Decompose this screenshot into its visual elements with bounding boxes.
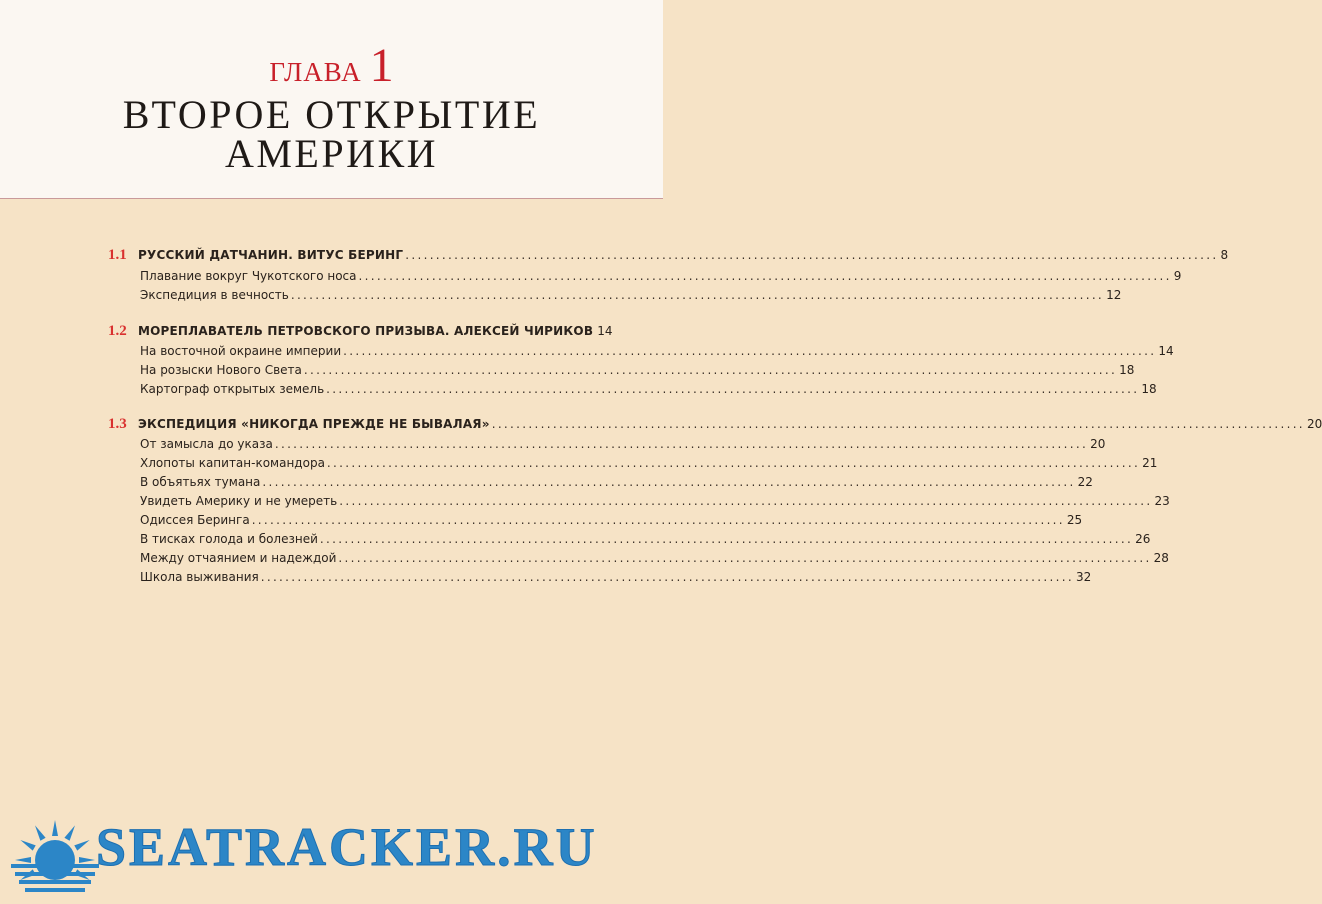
toc-leader-dots: ..................................................................................................................................... <box>262 475 1076 489</box>
toc-item-title: В тисках голода и болезней <box>140 532 318 546</box>
toc-section-1-1[interactable] <box>0 245 1229 265</box>
toc-page-number: 18 <box>1119 363 1135 377</box>
toc-item[interactable] <box>0 548 1169 568</box>
toc-item[interactable] <box>0 379 1157 399</box>
toc-item[interactable] <box>0 341 1174 361</box>
toc-section-1-3[interactable] <box>0 414 1322 434</box>
toc-item-title: На восточной окраине империи <box>140 344 342 358</box>
toc-page-number: 21 <box>1142 456 1158 470</box>
toc-item-title: Картограф открытых земель <box>140 382 325 396</box>
toc-page-number: 25 <box>1066 513 1083 527</box>
toc-leader-dots: ..................................................................................................................................... <box>358 269 1172 283</box>
toc-leader-dots: ..................................................................................................................................... <box>290 288 1105 302</box>
toc-leader-dots: ..................................................................................................................................... <box>326 456 1141 470</box>
toc-item-title: Между отчаянием и надеждой <box>140 551 337 565</box>
chapter-number: 1 <box>369 39 394 92</box>
toc-section-1-2[interactable] <box>0 321 663 341</box>
toc-page-number: 20 <box>1306 417 1322 431</box>
toc-item[interactable] <box>0 266 1182 286</box>
chapter-title-line-2: АМЕРИКИ <box>224 131 439 176</box>
toc-page-number: 9 <box>1173 269 1182 283</box>
toc-leader-dots: ..................................................................................................................................... <box>343 344 1157 358</box>
chapter-label <box>0 39 663 92</box>
toc-page-number: 32 <box>1075 570 1092 584</box>
toc-leader-dots: ..................................................................................................................................... <box>338 551 1152 565</box>
toc-item[interactable] <box>0 360 1135 380</box>
toc-item-title: Плавание вокруг Чукотского носа <box>140 269 357 283</box>
toc-leader-dots: ..................................................................................................................................... <box>491 417 1305 431</box>
toc-page-number: 26 <box>1135 532 1151 546</box>
toc-item-title: Увидеть Америку и не умереть <box>140 494 338 508</box>
toc-item-title: От замысла до указа <box>140 437 273 451</box>
toc-item-title: Хлопоты капитан-командора <box>140 456 325 470</box>
toc-section-title: ЭКСПЕДИЦИЯ «НИКОГДА ПРЕЖДЕ НЕ БЫВАЛАЯ» <box>138 417 490 431</box>
toc-page-number: 8 <box>1220 248 1229 262</box>
toc-item-title: Экспедиция в вечность <box>140 288 289 302</box>
toc-page-number: 18 <box>1141 382 1157 396</box>
toc-page-number: 12 <box>1106 288 1122 302</box>
toc-leader-dots: ..................................................................................................................................... <box>251 513 1065 527</box>
toc-leader-dots: ..................................................................................................................................... <box>319 532 1134 546</box>
toc-item-title: На розыски Нового Света <box>140 363 302 377</box>
sun-over-sea-icon <box>11 820 99 892</box>
toc-item[interactable] <box>0 510 1083 530</box>
toc-leader-dots: ..................................................................................................................................... <box>303 363 1118 377</box>
toc-item-title: Школа выживания <box>140 570 259 584</box>
toc-leader-dots: ..................................................................................................................................... <box>260 570 1074 584</box>
toc-section-title: РУССКИЙ ДАТЧАНИН. ВИТУС БЕРИНГ <box>138 248 404 262</box>
toc-leader-dots: ..................................................................................................................................... <box>326 382 1140 396</box>
toc-page-number: 14 <box>1158 344 1174 358</box>
toc-section-number: 1.1 <box>108 247 127 263</box>
toc-page-number: 23 <box>1154 494 1170 508</box>
toc-page-number: 28 <box>1153 551 1169 565</box>
chapter-title-line-1: ВТОРОЕ ОТКРЫТИЕ <box>122 92 541 137</box>
toc-leader-dots: ..................................................................................................................................... <box>405 248 1219 262</box>
toc-item[interactable] <box>0 472 1093 492</box>
toc-item[interactable] <box>0 529 1151 549</box>
toc-item[interactable] <box>0 453 1158 473</box>
toc-section-number: 1.3 <box>108 416 127 432</box>
toc-item[interactable] <box>0 434 1106 454</box>
chapter-word: ГЛАВА <box>269 57 362 87</box>
toc-item[interactable] <box>0 567 1092 587</box>
toc-page-number: 14 <box>597 324 613 338</box>
toc-page-number: 20 <box>1090 437 1106 451</box>
watermark-text: SEATRACKER.RU <box>96 817 598 877</box>
toc-leader-dots: ..................................................................................................................................... <box>339 494 1153 508</box>
toc-section-title: МОРЕПЛАВАТЕЛЬ ПЕТРОВСКОГО ПРИЗЫВА. АЛЕКСЕЙ ЧИРИКОВ <box>138 324 594 338</box>
toc-item[interactable] <box>0 285 1122 305</box>
chapter-header <box>0 0 663 199</box>
toc-item-title: В объятьях тумана <box>140 475 261 489</box>
toc-item-title: Одиссея Беринга <box>140 513 250 527</box>
toc-item[interactable] <box>0 491 1170 511</box>
toc-page-number: 22 <box>1077 475 1093 489</box>
toc-leader-dots: ..................................................................................................................................... <box>274 437 1089 451</box>
toc-section-number: 1.2 <box>108 323 127 339</box>
